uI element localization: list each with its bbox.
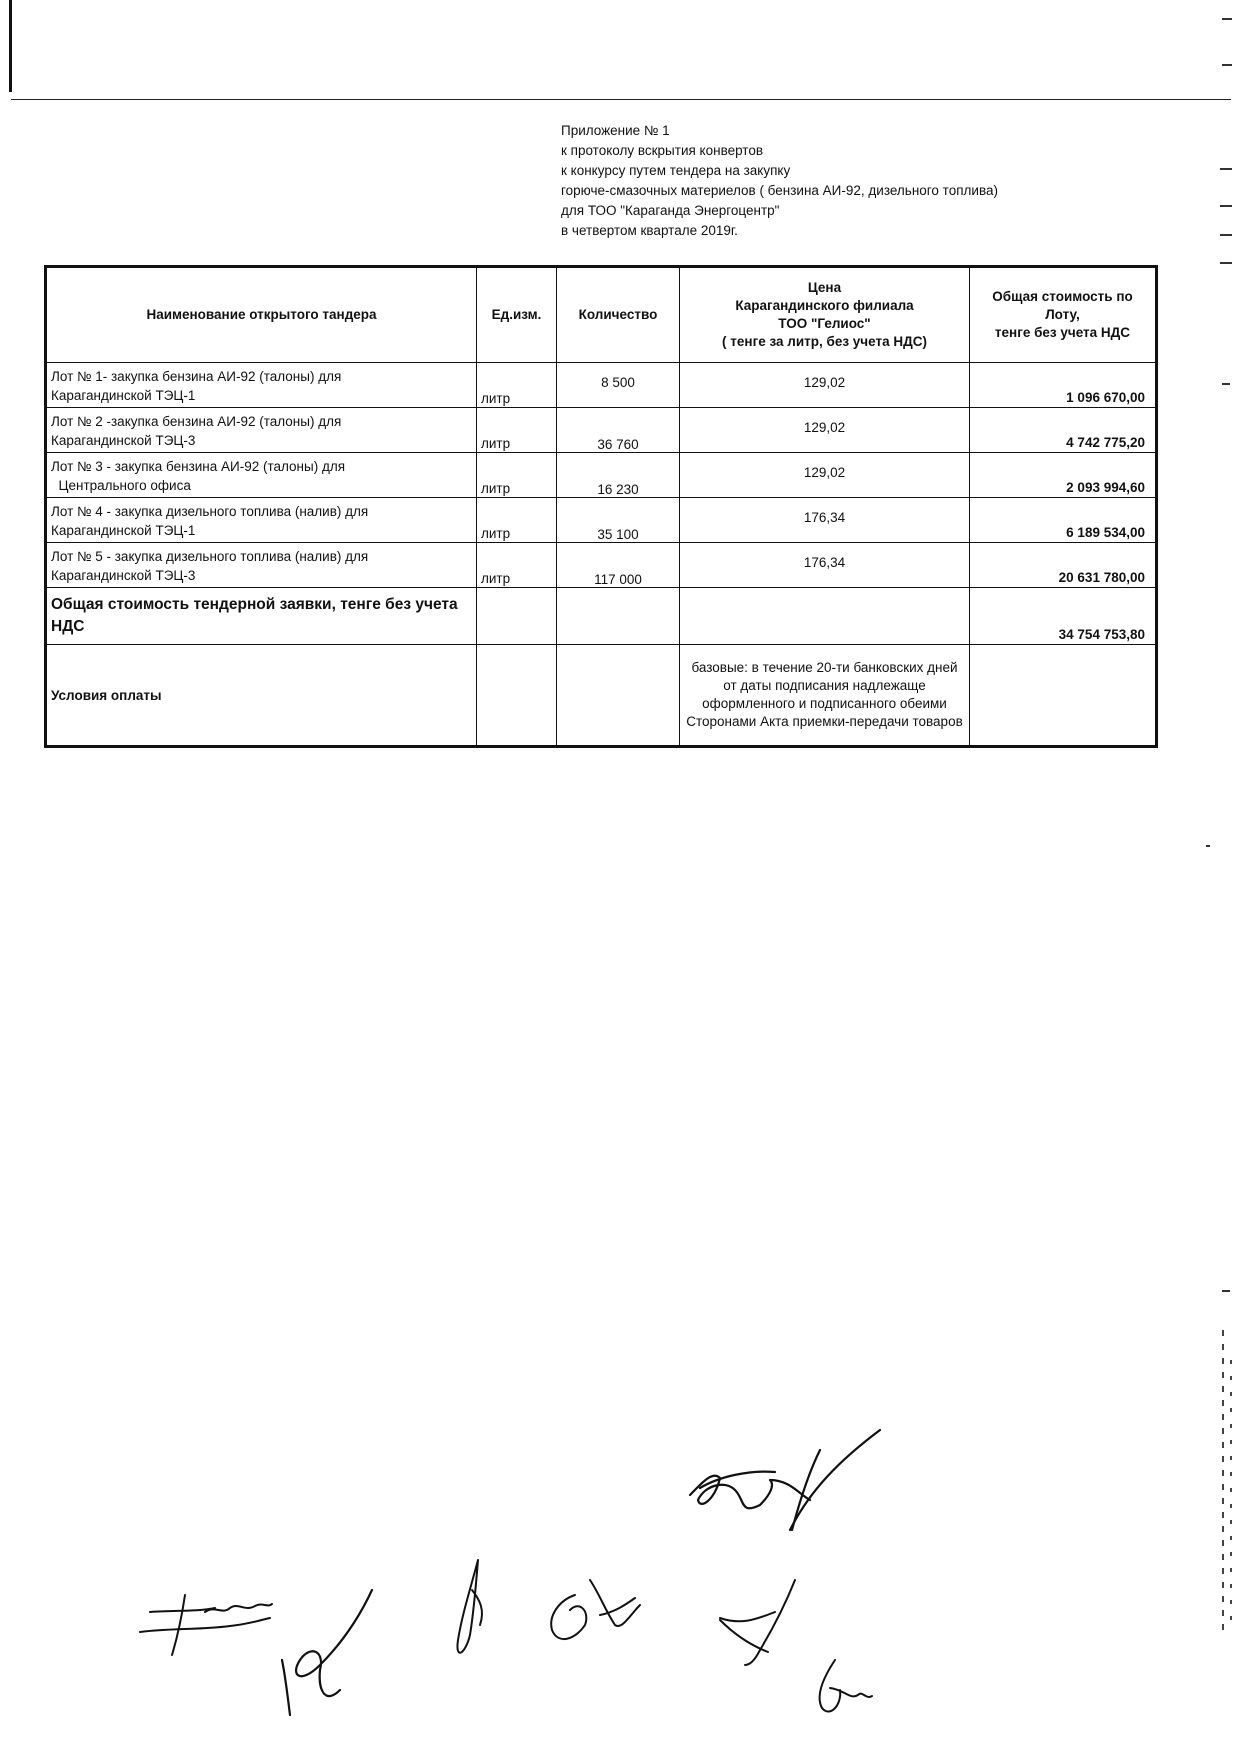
header-price-line: Цена: [807, 280, 842, 295]
signature: [820, 1660, 872, 1712]
heading-line: для ТОО "Караганда Энергоцентр": [561, 203, 780, 218]
lot-price: 176,34: [680, 543, 970, 588]
lot-unit: литр: [477, 363, 557, 408]
lot-name-line: Лот № 2 -закупка бензина АИ-92 (талоны) для: [51, 414, 342, 429]
header-price-line: Карагандинского филиала: [735, 298, 914, 313]
lot-qty: 16 230: [557, 453, 680, 498]
heading-line: к конкурсу путем тендера на закупку: [561, 163, 791, 178]
signature: [282, 1590, 372, 1715]
lot-unit: литр: [477, 543, 557, 588]
header-total-line: Лоту,: [1045, 307, 1080, 322]
lot-name-line: Карагандинской ТЭЦ-1: [51, 388, 196, 403]
lot-total: 2 093 994,60: [970, 453, 1157, 498]
lot-qty: 8 500: [557, 363, 680, 408]
lot-price: 176,34: [680, 498, 970, 543]
heading-line: к протоколу вскрытия конвертов: [561, 143, 764, 158]
header-unit: Ед.изм.: [477, 267, 557, 363]
signature: [457, 1560, 482, 1653]
lot-name-line: Лот № 5 - закупка дизельного топлива (налив) для: [51, 549, 369, 564]
lot-name-line: Карагандинской ТЭЦ-3: [51, 568, 196, 583]
lot-name-line: Лот № 1- закупка бензина АИ-92 (талоны) для: [51, 369, 342, 384]
header-price-line: ТОО "Гелиос": [778, 316, 871, 331]
header-total-line: тенге без учета НДС: [994, 325, 1131, 340]
header-qty: Количество: [557, 267, 680, 363]
lot-unit: литр: [477, 408, 557, 453]
lot-total: 20 631 780,00: [970, 543, 1157, 588]
lot-name-line: Карагандинской ТЭЦ-3: [51, 433, 196, 448]
lot-name-line: Карагандинской ТЭЦ-1: [51, 523, 196, 538]
lot-total: 4 742 775,20: [970, 408, 1157, 453]
grand-total-label: Общая стоимость тендерной заявки, тенге без учета НДС: [46, 588, 477, 645]
heading-line: горюче-смазочных материелов ( бензина АИ-92, дизельного топлива): [561, 183, 998, 198]
signature: [690, 1430, 880, 1530]
payment-terms: базовые: в течение 20-ти банковских дней от даты подписания надлежаще оформленного и подписанного обеими Сторонами Акта приемки-передачи товаров: [680, 645, 970, 747]
grand-total-value: 34 754 753,80: [970, 588, 1157, 645]
lot-total: 1 096 670,00: [970, 363, 1157, 408]
heading-line: Приложение № 1: [561, 123, 670, 138]
lot-name-line: Центрального офиса: [51, 478, 191, 493]
payment-label: Условия оплаты: [46, 645, 477, 747]
lot-name-line: Лот № 4 - закупка дизельного топлива (налив) для: [51, 504, 369, 519]
lot-price: 129,02: [680, 453, 970, 498]
lot-total: 6 189 534,00: [970, 498, 1157, 543]
lot-unit: литр: [477, 498, 557, 543]
lot-qty: 35 100: [557, 498, 680, 543]
header-name: Наименование открытого тандера: [46, 267, 477, 363]
lot-name-line: Лот № 3 - закупка бензина АИ-92 (талоны) для: [51, 459, 346, 474]
lot-qty: 36 760: [557, 408, 680, 453]
signature: [720, 1580, 795, 1665]
signature: [140, 1595, 272, 1655]
lot-price: 129,02: [680, 363, 970, 408]
header-total-line: Общая стоимость по: [992, 289, 1133, 304]
lot-qty: 117 000: [557, 543, 680, 588]
heading-line: в четвертом квартале 2019г.: [561, 223, 738, 238]
lot-price: 129,02: [680, 408, 970, 453]
lot-unit: литр: [477, 453, 557, 498]
header-price-line: ( тенге за литр, без учета НДС): [722, 334, 927, 349]
signature: [551, 1580, 640, 1639]
